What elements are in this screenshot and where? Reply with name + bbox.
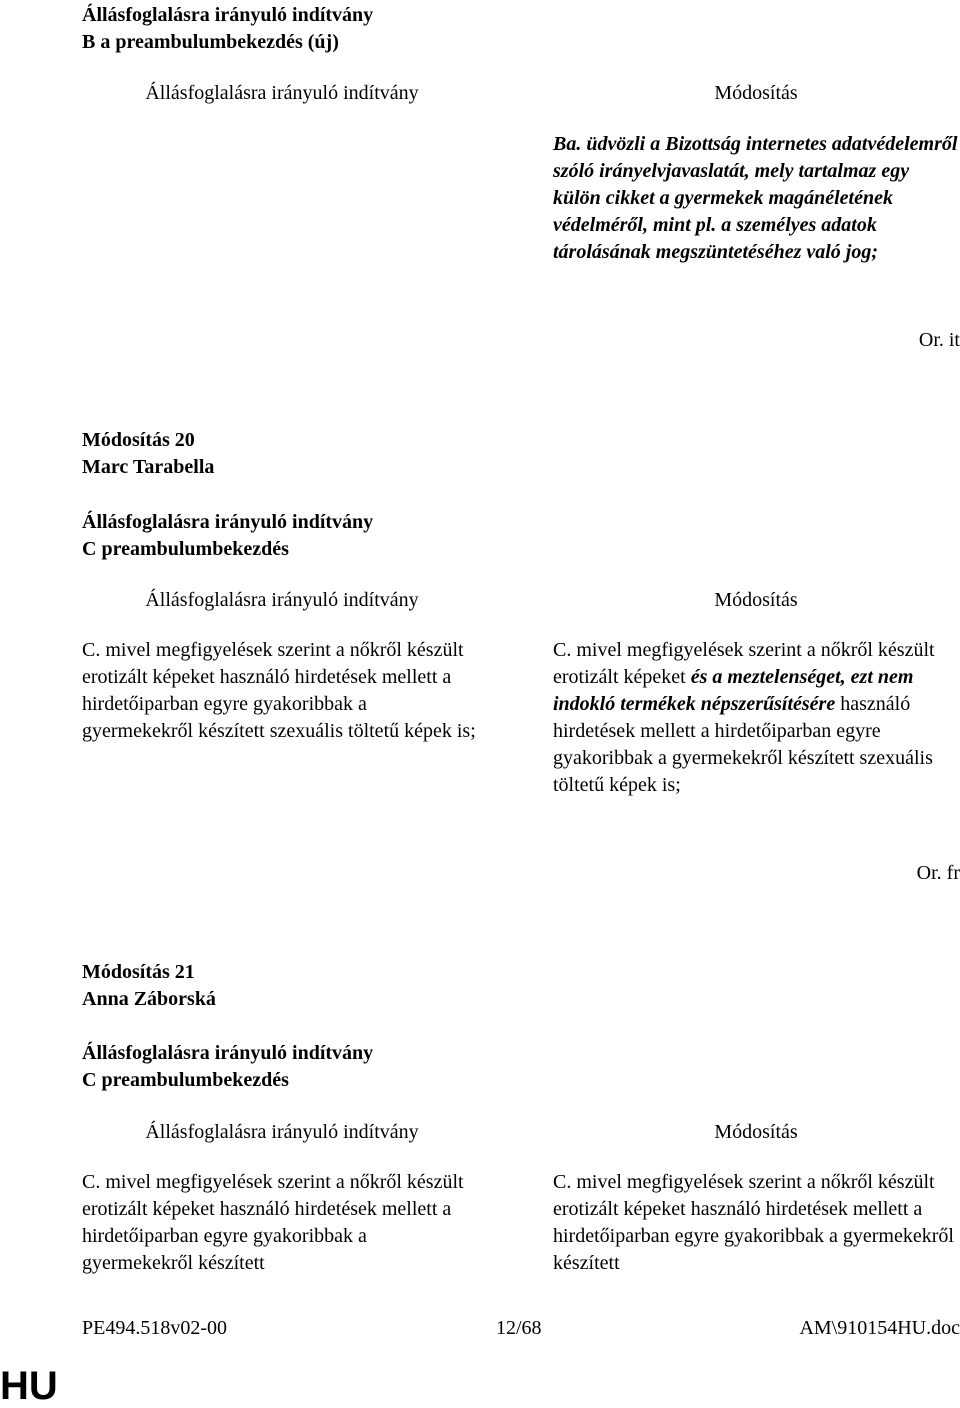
document-reference: PE494.518v02-00	[82, 1317, 227, 1339]
right-column-heading: Módosítás	[714, 1121, 798, 1143]
recital-doc-type: Állásfoglalásra irányuló indítvány	[82, 511, 374, 533]
amendment-text: C. mivel megfigyelések szerint a nőkről készült erotizált képeket használó hirdetések mellett a hirdetőiparban egyre gyakoribbak a gyermekekről készített	[553, 1171, 954, 1274]
original-text: C. mivel megfigyelések szerint a nőkről készült erotizált képeket használó hirdetések mellett a hirdetőiparban egyre gyakoribbak a gyermekekről készített	[82, 1171, 464, 1274]
amendment-inserted-text: és a meztelenséget, ezt nem indokló termékek népszerűsítésére	[553, 666, 914, 715]
recital-label: C preambulumbekezdés	[82, 538, 289, 560]
original-language: Or. it	[918, 329, 960, 351]
recital-doc-type: Állásfoglalásra irányuló indítvány	[82, 4, 374, 26]
language-code: HU	[0, 1364, 58, 1408]
recital-label: C preambulumbekezdés	[82, 1069, 289, 1091]
amendment-text-part: C. mivel megfigyelések szerint a nőkről készült erotizált képeket	[553, 639, 935, 688]
file-name: AM\910154HU.doc	[799, 1317, 960, 1339]
amendment-author: Marc Tarabella	[82, 456, 215, 478]
amendment-text-part: használó hirdetések mellett a hirdetőiparban egyre gyakoribbak a gyermekekről készített szexuális töltetű képek is;	[553, 693, 933, 796]
amendment-number: Módosítás 20	[82, 429, 195, 451]
original-language: Or. fr	[916, 862, 960, 884]
left-column-heading: Állásfoglalásra irányuló indítvány	[145, 589, 419, 611]
right-column-heading: Módosítás	[714, 589, 798, 611]
right-column-heading: Módosítás	[714, 82, 798, 104]
original-text: C. mivel megfigyelések szerint a nőkről készült erotizált képeket használó hirdetések mellett a hirdetőiparban egyre gyakoribbak a gyermekekről készített szexuális töltetű képek is;	[82, 639, 476, 742]
left-column-heading: Állásfoglalásra irányuló indítvány	[145, 82, 419, 104]
page-number: 12/68	[496, 1317, 542, 1339]
recital-doc-type: Állásfoglalásra irányuló indítvány	[82, 1042, 374, 1064]
left-column-heading: Állásfoglalásra irányuló indítvány	[145, 1121, 419, 1143]
amendment-text: Ba. üdvözli a Bizottság internetes adatvédelemről szóló irányelvjavaslatát, mely tartalmaz egy külön cikket a gyermekek magánéletének védelméről, mint pl. a személyes adatok tárolásának megszüntetéséhez való jog;	[553, 133, 958, 263]
amendment-author: Anna Záborská	[82, 988, 216, 1010]
amendment-text	[553, 637, 960, 799]
amendment-number: Módosítás 21	[82, 961, 195, 983]
recital-label: B a preambulumbekezdés (új)	[82, 31, 339, 53]
